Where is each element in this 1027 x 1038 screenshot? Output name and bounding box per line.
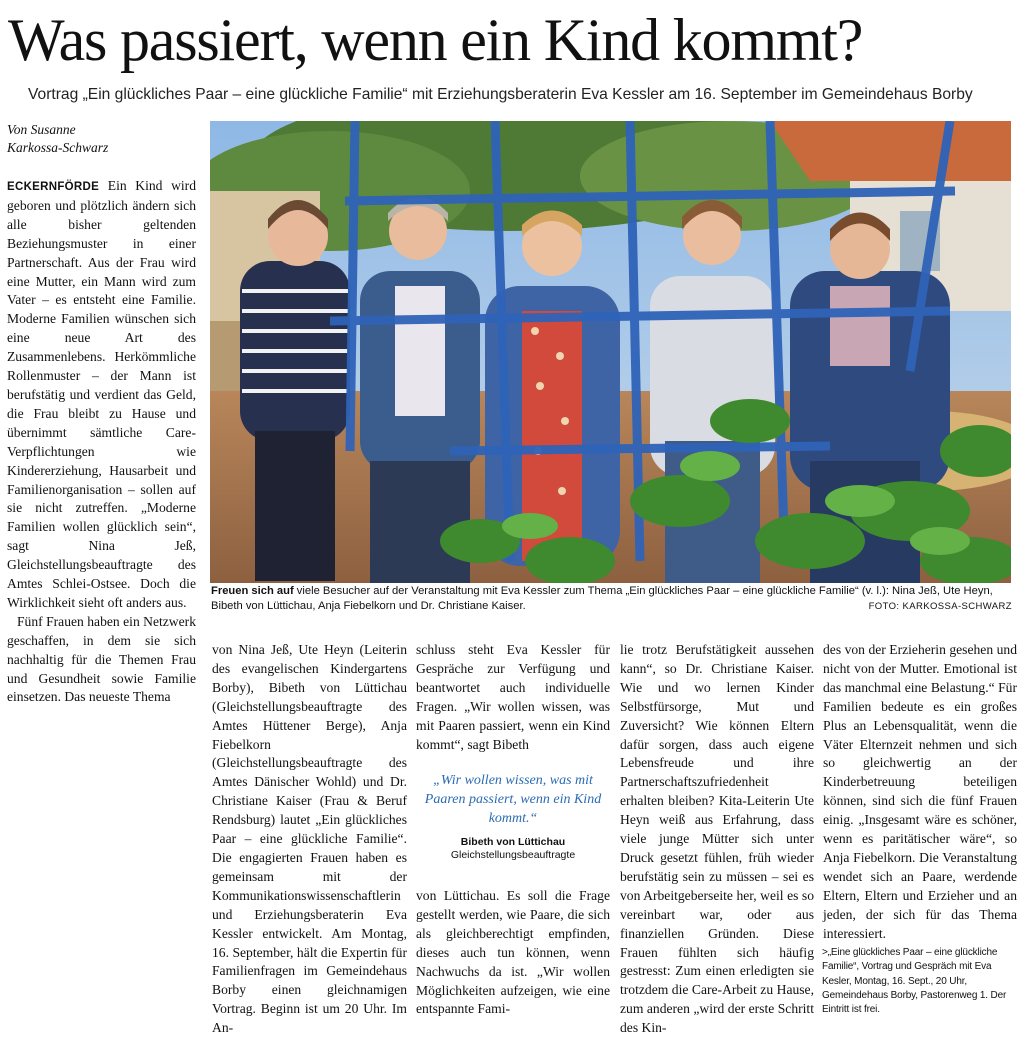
article-text: Ein Kind wird geboren und plötzlich ändern sich alle bisher geltenden Beziehungsmuster in einer Partnerschaft. Aus der Frau wird eine Mutter, ein Mann wird zum Vater – es entsteht eine Familie. Moderne Familien wünschen sich eine neue Art des Zusammenlebens. Herkömmliche Rollenmuster – der Mann ist berufstätig und verdient das Geld, die Frau bleibt zu Hause und übernimmt sämtliche Care-Verpflichtungen wie Kindererziehung, Hausarbeit und Familienorganisation – sollen auf sie nicht zutreffen. „Moderne Familien wollen glücklich sein“, sagt Nina Jeß, Gleichstellungsbeauftragte des Amtes Schlei-Ostsee. Doch die Wirklichkeit sieht oft anders aus.: [7, 178, 197, 610]
article-column-3-top: [416, 641, 610, 754]
photo-illustration: [210, 121, 1011, 583]
article-paragraph: lie trotz Berufstätigkeit aussehen kann“, so Dr. Christiane Kaiser. Wie und wo lernen Kinder Selbstfürsorge, Mut und Zuversicht? Wie können Eltern dafür sorgen, dass auch eigene Lebensfreude und ihre Partnerschaftszufriedenheit erhalten bleiben? Kita-Leiterin Ute Heyn weiß aus Erfahrung, dass viele junge Mütter sich unter Druck gesetzt fühlen, früh wieder berufstätig sein zu müssen – sei es von Arbeitgeberseite her, weil es so vereinbart war, oder aus finanziellen Gründen. Diese Frauen fühlten sich häufig gestresst: Zum einen erledigten sie trotzdem die Care-Arbeit zu Hause, zum anderen „wird der erste Schritt des Kin-: [620, 642, 814, 1036]
article-column-2: [212, 641, 407, 1038]
article-column-5: [823, 641, 1017, 944]
pull-quote-author: Bibeth von Lüttichau: [460, 836, 566, 848]
photo-credit: FOTO: KARKOSSA-SCHWARZ: [868, 601, 1012, 612]
article-column-4: [620, 641, 814, 1038]
caption-body: viele Besucher auf der Veranstaltung mit Eva Kessler zum Thema „Ein glückliches Paar – eine glückliche Familie“ (v. l.): Nina Jeß, Ute Heyn, Bibeth von Lüttichau, Anja Fiebelkorn und Dr. Christiane Kaiser.: [211, 585, 993, 612]
article-paragraph: Fünf Frauen haben ein Netzwerk geschaffen, in dem sie sich nachhaltig für die Themen Frau und Gesundheit sowie Familie einsetzen. Das neueste Thema: [7, 613, 196, 705]
article-paragraph: des von der Erzieherin gesehen und nicht von der Mutter. Emotional ist das manchmal eine Belastung.“ Für Familien bedeute es ein großes Plus an Lebensqualität, wenn die Väter Elternzeit nehmen und sich so gleichwertig an der Kinderbetreuung beteiligen können, sind sich die fünf Frauen einig. „Insgesamt wäre es schöner, wenn es paritätischer wäre“, so Anja Fiebelkorn. Die Veranstaltung wendet sich an Paare, werdende Eltern, Eltern und Erzieher und an jeden, der sich für das Thema interessiert.: [823, 642, 1017, 941]
byline-prefix: Von Susanne: [7, 122, 76, 137]
dateline: ECKERNFÖRDE: [7, 181, 100, 193]
event-info-box: [822, 946, 1016, 1017]
pull-quote-role: Gleichstellungsbeauftragte: [450, 849, 576, 861]
article-paragraph: von Lüttichau. Es soll die Frage gestellt werden, wie Paare, die sich als gleichberechtigt empfinden, dieses auch tun können, wenn Nachwuchs da ist. „Wir wollen Möglichkeiten aufzeigen, wie eine entspannte Fami-: [416, 888, 610, 1017]
pull-quote: [418, 771, 608, 862]
byline-author: Karkossa-Schwarz: [7, 140, 109, 155]
pull-quote-text: „Wir wollen wissen, was mit Paaren passiert, wenn ein Kind kommt.“: [424, 773, 602, 826]
headline: Was passiert, wenn ein Kind kommt?: [8, 7, 863, 73]
event-info-text: >„Eine glückliches Paar – eine glückliche Familie“, Vortrag und Gespräch mit Eva Kesler, Montag, 16. Sept., 20 Uhr, Gemeindehaus Borby, Pastorenweg 1. Der Eintritt ist frei.: [822, 947, 1007, 1016]
article-paragraph: schluss steht Eva Kessler für Gespräche zur Verfügung und beantwortet auch individuelle Fragen. „Wir wollen wissen, was mit Paaren passiert, wenn ein Kind kommt“, sagt Bibeth: [416, 642, 610, 752]
subheadline: Vortrag „Ein glückliches Paar – eine glückliche Familie“ mit Erziehungsberaterin Eva Kessler am 16. September im Gemeindehaus Borby: [28, 86, 973, 103]
caption-lead: Freuen sich auf: [211, 585, 294, 597]
article-photo: [210, 121, 1011, 583]
article-column-1: [7, 177, 196, 707]
byline: [7, 121, 197, 157]
article-column-3-bottom: [416, 887, 610, 1019]
article-paragraph: von Nina Jeß, Ute Heyn (Leiterin des evangelischen Kindergartens Borby), Bibeth von Lüttichau (Gleichstellungsbeauftragte des Amtes Hüttener Berge), Anja Fiebelkorn (Gleichstellungsbeauftragte des Amtes Dänischer Wohld) und Dr. Christiane Kaiser (Frau & Beruf Rendsburg) lautet „Ein glückliches Paar – eine glückliche Familie“. Die engagierten Frauen haben es gemeinsam mit der Kommunikationswissenschaftlerin und Erziehungsberaterin Eva Kessler entwickelt. Am Montag, 16. September, hält die Expertin für Familienfragen im Gemeindehaus Borby einen gleichnamigen Vortrag. Beginn ist um 20 Uhr. Im An-: [212, 642, 407, 1036]
article-paragraph: [7, 177, 196, 613]
